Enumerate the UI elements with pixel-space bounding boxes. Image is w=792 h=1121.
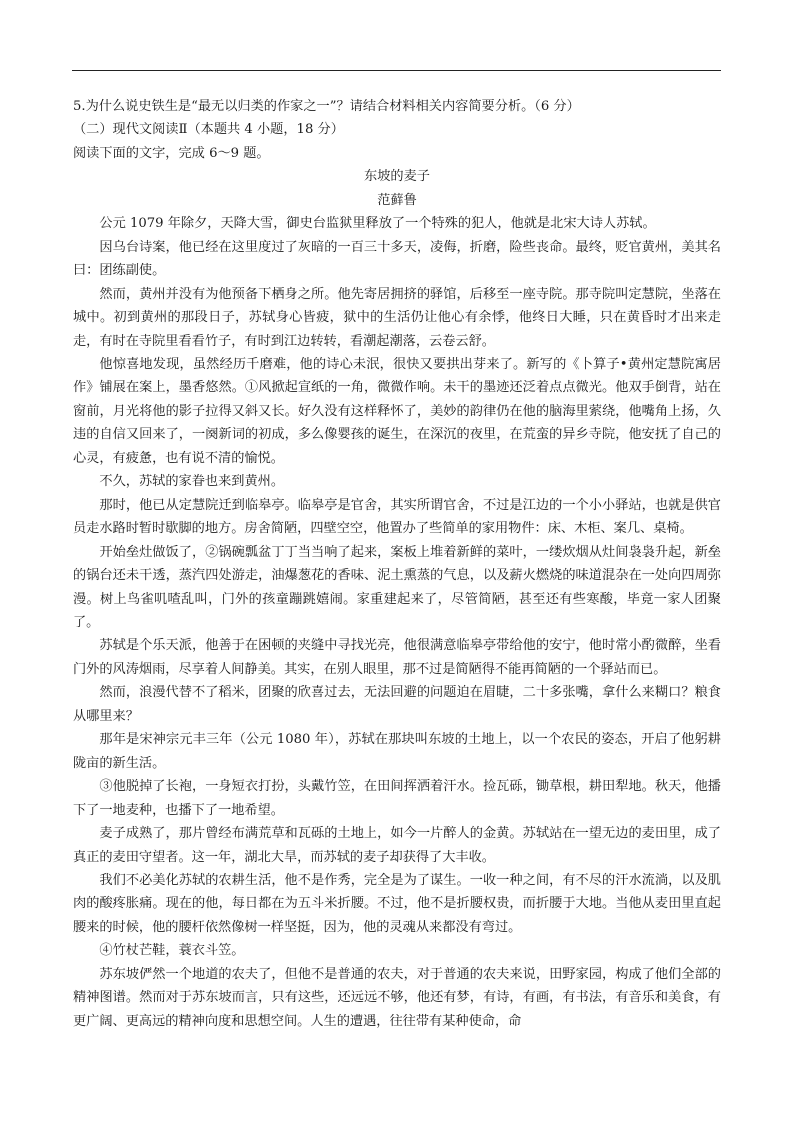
paragraph: 那年是宋神宗元丰三年（公元 1080 年），苏轼在那块叫东坡的土地上，以一个农民的姿态，开启了他躬耕陇亩的新生活。: [73, 732, 721, 771]
section-header: （二）现代文阅读Ⅱ（本题共 4 小题，18 分）: [73, 122, 344, 138]
paragraph: 我们不必美化苏轼的农耕生活，他不是作秀，完全是为了谋生。一收一种之间，有不尽的汗水流淌，以及肌肉的酸疼胀痛。现在的他，每日都在为五斗米折腰。不过，他不是折腰权贵，而折腰于大地。当他从麦田里直起腰来的时候，他的腰杆依然像树一样坚挺，因为，他的灵魂从来都没有弯过。: [73, 872, 721, 935]
paragraph: 开始垒灶做饭了，②锅碗瓢盆丁丁当当响了起来，案板上堆着新鲜的菜叶，一缕炊烟从灶间袅袅升起，新垒的锅台还未干透，蒸汽四处游走，油爆葱花的香味、泥土熏蒸的气息，以及薪火燃烧的味道混杂在一处向四周弥漫。树上鸟雀叽喳乱叫，门外的孩童蹦跳嬉闹。家重建起来了，尽管简陋，甚至还有些寒酸，毕竟一家人团聚了。: [73, 544, 721, 630]
paragraph: 他惊喜地发现，虽然经历千磨难，他的诗心未泯，很快又要拱出芽来了。新写的《卜算子•黄州定慧院寓居作》铺展在案上，墨香悠然。①风掀起宣纸的一角，微微作响。未干的墨迹还泛着点点微光。他双手倒背，站在窗前，月光将他的影子拉得又斜又长。好久没有这样释怀了，美妙的韵律仍在他的脑海里萦绕，他嘴角上扬，久违的自信又回来了，一阕新词的初成，多么像婴孩的诞生，在深沉的夜里，在荒蛮的异乡寺院，他安抚了自己的心灵，有疲惫，也有说不清的愉悦。: [73, 356, 721, 466]
header-rule: [72, 70, 721, 71]
paragraph: 苏东坡俨然一个地道的农夫了，但他不是普通的农夫，对于普通的农夫来说，田野家园，构成了他们全部的精神图谱。然而对于苏东坡而言，只有这些，还远远不够，他还有梦，有诗，有画，有书法，有音乐和美食，有更广阔、更高远的精神向度和思想空间。人生的遭遇，往往带有某种使命，命: [73, 966, 721, 1029]
paragraph: 不久，苏轼的家眷也来到黄州。: [99, 474, 285, 490]
paragraph: 然而，浪漫代替不了稻米，团聚的欣喜过去，无法回避的问题迫在眉睫，二十多张嘴，拿什么来糊口？粮食从哪里来？: [73, 685, 721, 724]
article-author: 范藓鲁: [377, 192, 417, 208]
paragraph: ④竹杖芒鞋，蓑衣斗笠。: [99, 943, 245, 959]
paragraph: 因乌台诗案，他已经在这里度过了灰暗的一百三十多天，凌侮，折磨，险些丧命。最终，贬官黄州，美其名曰：团练副使。: [73, 239, 721, 279]
paragraph: ③他脱掉了长袍，一身短衣打扮，头戴竹笠，在田间挥洒着汗水。捡瓦砾，锄草根，耕田犁地。秋天，他播下了一地麦种，也播下了一地希望。: [73, 779, 721, 818]
document-body: [73, 95, 721, 1033]
paragraph: 然而，黄州并没有为他预备下栖身之所。他先寄居拥挤的驿馆，后移至一座寺院。那寺院叫定慧院，坐落在城中。初到黄州的那段日子，苏轼身心皆疲，狱中的生活仍让他心有余悸，他终日大睡，只在黄昏时才出来走走，有时在寺院里看看竹子，有时到江边转转，看潮起潮落，云卷云舒。: [73, 286, 721, 349]
paragraph: 麦子成熟了，那片曾经布满荒草和瓦砾的土地上，如今一片醉人的金黄。苏轼站在一望无边的麦田里，成了真正的麦田守望者。这一年，湖北大旱，而苏轼的麦子却获得了大丰收。: [73, 826, 721, 865]
article-title: 东坡的麦子: [364, 169, 430, 185]
paragraph: 公元 1079 年除夕，天降大雪，御史台监狱里释放了一个特殊的犯人，他就是北宋大诗人苏轼。: [99, 216, 656, 232]
question-5: 5.为什么说史铁生是“最无以归类的作家之一”？请结合材料相关内容简要分析。（6 分）: [73, 99, 580, 114]
paragraph: 苏轼是个乐天派，他善于在困顿的夹缝中寻找光亮，他很满意临皋亭带给他的安宁，他时常小酌微醉，坐看门外的风涛烟雨，尽享着人间静美。其实，在别人眼里，那不过是简陋得不能再简陋的一个驿站而已。: [73, 638, 721, 677]
reading-instruction: 阅读下面的文字，完成 6～9 题。: [73, 145, 270, 161]
paragraph: 那时，他已从定慧院迁到临皋亭。临皋亭是官舍，其实所谓官舍，不过是江边的一个小小驿站，也就是供官员走水路时暂时歇脚的地方。房舍简陋，四壁空空，他置办了些简单的家用物件：床、木柜、案几、桌椅。: [73, 497, 721, 537]
